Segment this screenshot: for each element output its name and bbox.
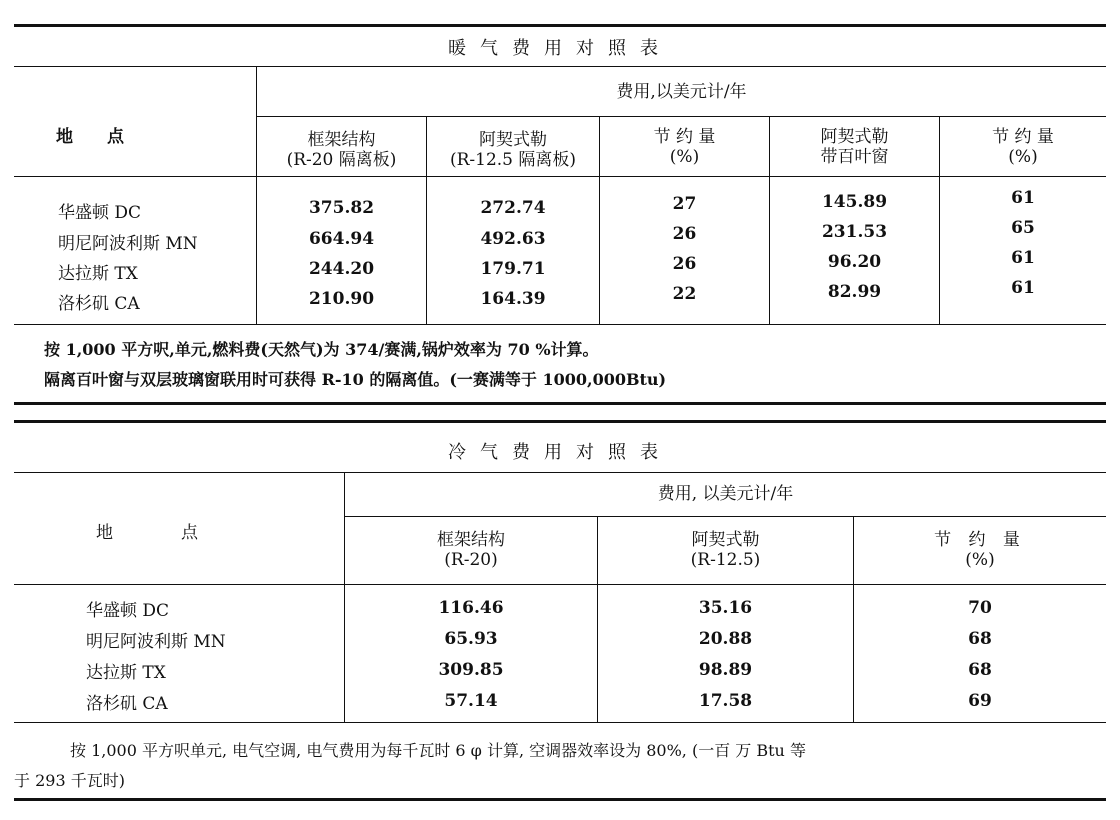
cell-value: 82.99	[827, 282, 882, 302]
notes-rule	[14, 722, 1106, 723]
notes-rule	[14, 324, 1106, 325]
cell-value: 69	[968, 691, 992, 711]
cell-value: 65.93	[444, 629, 498, 649]
cell-value: 61	[1011, 278, 1035, 298]
cell-value: 27	[672, 194, 697, 214]
cell-value: 244.20	[308, 259, 375, 279]
header-rule	[14, 66, 1106, 67]
heating-cost-table	[14, 24, 1106, 408]
cell-value: 70	[968, 598, 992, 618]
subheader-rule	[257, 116, 1106, 117]
column-header: 框架结构 (R-20)	[437, 530, 505, 570]
table-title: 暖气费用对照表	[448, 38, 672, 59]
cell-value: 492.63	[480, 229, 546, 249]
cell-value: 664.94	[308, 229, 375, 249]
cell-value: 26	[672, 224, 697, 244]
cell-value: 61	[1011, 188, 1035, 208]
footnote: 按 1,000 平方呎,单元,燃料费(天然气)为 374/赛满,锅炉效率为 70 %计算。	[44, 340, 599, 359]
cell-value: 35.16	[698, 598, 753, 618]
bottom-rule	[14, 402, 1106, 405]
cost-header: 费用, 以美元计/年	[657, 484, 794, 504]
cell-value: 145.89	[821, 192, 888, 212]
location-header: 地 点	[56, 127, 124, 147]
column-header: 节 约 量 (%)	[992, 127, 1054, 167]
cell-value: 231.53	[821, 222, 888, 242]
cell-value: 17.58	[698, 691, 753, 711]
cell-value: 26	[672, 254, 697, 274]
cell-value: 68	[968, 660, 992, 680]
body-rule	[14, 584, 1106, 585]
bottom-rule	[14, 798, 1106, 801]
column-header: 阿契式勒 (R-12.5)	[690, 530, 761, 570]
column-header: 阿契式勒 带百叶窗	[820, 127, 889, 167]
cell-value: 164.39	[480, 289, 546, 309]
cell-value: 179.71	[480, 259, 546, 279]
header-rule	[14, 472, 1106, 473]
column-header: 节 约 量 (%)	[934, 530, 1026, 570]
cell-value: 57.14	[444, 691, 498, 711]
body-rule	[14, 176, 1106, 177]
cell-value: 98.89	[698, 660, 753, 680]
cell-value: 22	[672, 284, 697, 304]
footnote: 于 293 千瓦时)	[14, 771, 125, 790]
table-title: 冷气费用对照表	[448, 442, 672, 463]
row-location: 洛杉矶 CA	[58, 294, 140, 314]
cell-value: 96.20	[827, 252, 882, 272]
cell-value: 309.85	[438, 660, 504, 680]
location-header: 地 点	[96, 523, 198, 543]
cell-value: 375.82	[308, 198, 375, 218]
cell-value: 65	[1011, 218, 1035, 238]
row-location: 华盛顿 DC	[58, 203, 142, 223]
column-header: 阿契式勒 (R-12.5 隔离板)	[449, 130, 577, 170]
subheader-rule	[345, 516, 1106, 517]
top-rule	[14, 24, 1106, 27]
cell-value: 68	[968, 629, 992, 649]
top-rule	[14, 420, 1106, 423]
row-location: 华盛顿 DC	[86, 601, 170, 621]
cell-value: 20.88	[698, 629, 753, 649]
footnote: 按 1,000 平方呎单元, 电气空调, 电气费用为每千瓦时 6 φ 计算, 空调器效率设为 80%, (一百 万 Btu 等	[70, 741, 806, 760]
row-location: 洛杉矶 CA	[86, 694, 168, 714]
cell-value: 210.90	[308, 289, 375, 309]
column-divider	[256, 67, 257, 325]
cost-header: 费用,以美元计/年	[616, 82, 747, 102]
row-location: 明尼阿波利斯 MN	[86, 632, 226, 652]
column-header: 框架结构 (R-20 隔离板)	[286, 130, 397, 170]
row-location: 明尼阿波利斯 MN	[58, 234, 198, 254]
footnote: 隔离百叶窗与双层玻璃窗联用时可获得 R-10 的隔离值。(一赛满等于 1000,000Btu)	[44, 370, 667, 389]
cell-value: 272.74	[480, 198, 546, 218]
cooling-cost-table	[14, 420, 1106, 812]
cell-value: 61	[1011, 248, 1035, 268]
row-location: 达拉斯 TX	[86, 663, 166, 683]
row-location: 达拉斯 TX	[58, 264, 138, 284]
cell-value: 116.46	[438, 598, 504, 618]
column-header: 节 约 量 (%)	[653, 127, 716, 167]
